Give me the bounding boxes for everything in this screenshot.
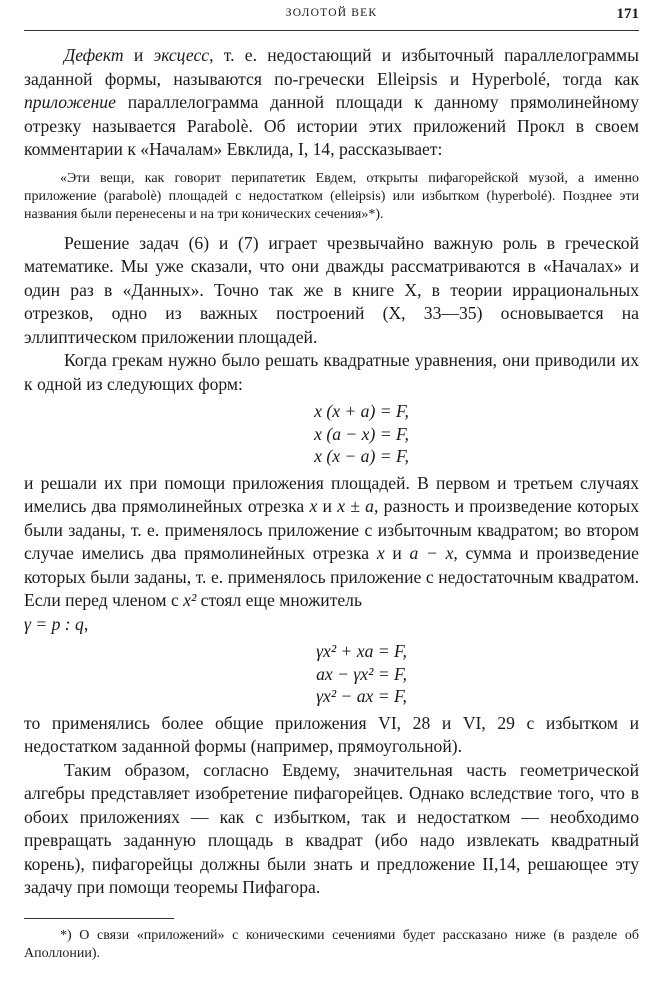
- math-inline: x ± a: [337, 496, 374, 516]
- text-span: стоял еще множитель: [196, 590, 362, 610]
- footnote: *) О связи «приложений» с коническими сечениями будет рассказано ниже (в разделе об Аполлонии).: [24, 927, 639, 961]
- term-defect: Дефект: [64, 45, 124, 65]
- paragraph-definitions: [24, 44, 639, 162]
- term-application: приложение: [24, 92, 116, 112]
- text-span: и решали их при помощи приложения площадей. В первом и третьем случаях имелись два прямолинейных отрезка: [24, 472, 639, 516]
- formula: x (x − a) = F,: [314, 446, 409, 466]
- main-text: [24, 44, 639, 900]
- text-span: ,: [83, 613, 89, 634]
- term-excess: эксцесс: [153, 45, 210, 65]
- text-span: , разность и произведение которых были заданы, т. е. применялось приложение с избыточным квадратом; во втором случае имелись два прямолинейных отрезка: [24, 496, 639, 563]
- running-head: [24, 4, 639, 31]
- math-inline: x: [309, 496, 318, 516]
- math-inline: x: [376, 543, 385, 563]
- text-span: и: [317, 496, 338, 516]
- text-span: , сумма и произведение которых были заданы, т. е. применялось приложение с недостаточным квадратом. Если перед членом с: [24, 543, 639, 610]
- formula: ax − γx² = F,: [316, 663, 407, 684]
- formula: γx² + xa = F,: [316, 641, 407, 661]
- paragraph-quadratic: Когда грекам нужно было решать квадратные уравнения, они приводили их к одной из следующих форм:: [24, 350, 639, 394]
- text-span: и: [384, 543, 410, 563]
- footnote-divider: [24, 918, 174, 919]
- text-span: и: [123, 45, 154, 65]
- text-span: , т. е. недостающий и избыточный параллелограммы заданной формы, называются по-гречески Elleipsis и Hyperbolé, тогда как: [24, 45, 639, 89]
- paragraph-problems: Решение задач (6) и (7) играет чрезвычайно важную роль в греческой математике. Мы уже сказали, что они дважды рассматриваются в «Началах» и один раз в «Данных». Точно так же в книге X, в теории иррациональных отрезков, одно из важных построений (X, 33—35) основывается на эллиптическом приложении площадей.: [24, 232, 639, 347]
- paragraph-conclusion: Таким образом, согласно Евдему, значительная часть геометрической алгебры представляет изобретение пифагорейцев. Однако вследствие того, что в обоих приложениях — как с избытком, так и недостатком — необходимо превращать заданную площадь в квадрат (ибо надо извлекать квадратный корень), пифагорейцы должны были знать и предложение II,14, решающее эту задачу при помощи теоремы Пифагора.: [24, 759, 639, 897]
- formula: γx² − ax = F,: [316, 686, 407, 706]
- paragraph-general: то применялись более общие приложения VI, 28 и VI, 29 с избытком и недостатком заданной формы (например, прямоугольной).: [24, 712, 639, 756]
- math-inline: x²: [183, 590, 197, 610]
- formula-block-1: [84, 400, 639, 468]
- book-page: [24, 0, 639, 963]
- text-span: параллелограмма данной площади к данному прямолинейному отрезку называется Parabolè. Об истории этих приложений Прокл в своем комментарии к «Началам» Евклида, I, 14, рассказывает:: [24, 92, 639, 159]
- formula: x (a − x) = F,: [314, 423, 409, 444]
- formula: x (x + a) = F,: [314, 401, 409, 421]
- running-title: ЗОЛОТОЙ ВЕК: [285, 7, 378, 19]
- page-number: 171: [616, 6, 639, 22]
- paragraph-solution: [24, 472, 639, 637]
- math-inline: γ = p : q: [24, 613, 84, 634]
- formula-block-2: [84, 640, 639, 708]
- block-quote: «Эти вещи, как говорит перипатетик Евдем, открыты пифагорейской музой, а именно приложение (parabolè) площадей с недостатком (elleipsis) или избытком (hyperbolé). Позднее эти названия были перенесены и на три конических сечения»*).: [24, 170, 639, 222]
- math-inline: a − x: [409, 543, 454, 563]
